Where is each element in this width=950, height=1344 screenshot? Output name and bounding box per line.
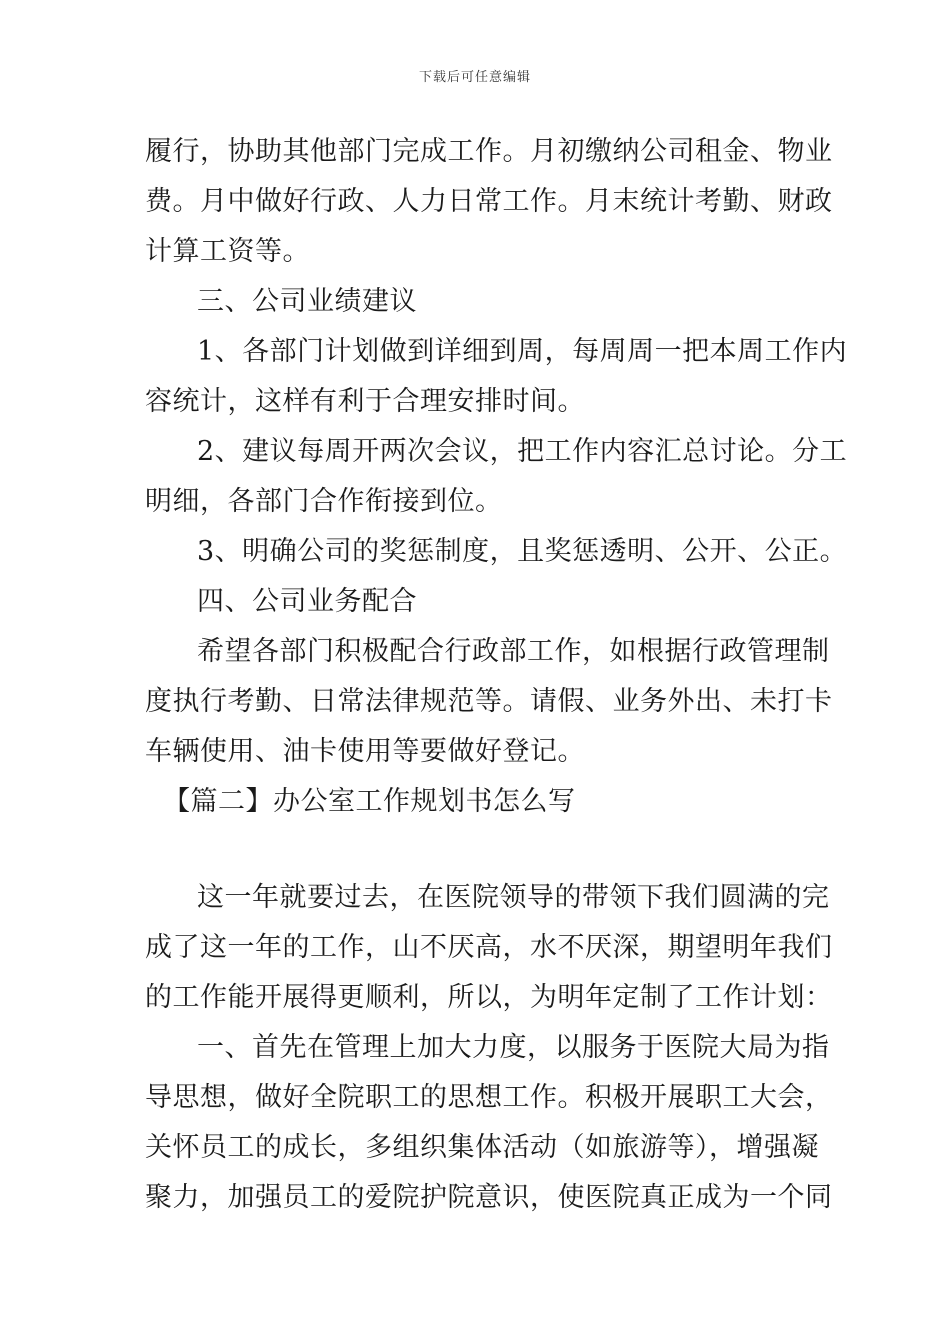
paragraph-line: 一、首先在管理上加大力度，以服务于医院大局为指 — [197, 1032, 830, 1063]
paragraph-line: 成了这一年的工作，山不厌高，水不厌深，期望明年我们 — [145, 932, 833, 963]
paragraph-line: 费。月中做好行政、人力日常工作。月末统计考勤、财政 — [145, 186, 833, 217]
paragraph-line: 这一年就要过去，在医院领导的带领下我们圆满的完 — [197, 882, 830, 913]
article-title: 【篇二】办公室工作规划书怎么写 — [163, 786, 576, 817]
document-body — [145, 127, 848, 1223]
paragraph-line: 度执行考勤、日常法律规范等。请假、业务外出、未打卡 — [145, 686, 833, 717]
paragraph-line: 履行，协助其他部门完成工作。月初缴纳公司租金、物业 — [145, 136, 833, 167]
paragraph-line: 2、建议每周开两次会议，把工作内容汇总讨论。分工 — [197, 436, 848, 467]
paragraph-line: 的工作能开展得更顺利，所以，为明年定制了工作计划： — [145, 982, 833, 1013]
section-heading: 四、公司业务配合 — [197, 586, 417, 617]
paragraph-line: 容统计，这样有利于合理安排时间。 — [145, 386, 585, 417]
paragraph-line: 导思想，做好全院职工的思想工作。积极开展职工大会， — [145, 1082, 833, 1113]
paragraph-line: 明细，各部门合作衔接到位。 — [145, 486, 503, 517]
paragraph-line: 希望各部门积极配合行政部工作，如根据行政管理制 — [197, 636, 830, 667]
paragraph-line: 1、各部门计划做到详细到周，每周周一把本周工作内 — [197, 336, 848, 367]
blank-gap — [145, 827, 810, 873]
paragraph-line: 计算工资等。 — [145, 236, 310, 267]
page-header-note: 下载后可任意编辑 — [418, 70, 531, 85]
paragraph-line: 关怀员工的成长，多组织集体活动（如旅游等），增强凝 — [145, 1132, 819, 1163]
paragraph-line: 聚力，加强员工的爱院护院意识，使医院真正成为一个同 — [145, 1182, 833, 1213]
paragraph-line: 车辆使用、油卡使用等要做好登记。 — [145, 736, 585, 767]
paragraph-line: 3、明确公司的奖惩制度，且奖惩透明、公开、公正。 — [197, 536, 848, 567]
section-heading: 三、公司业绩建议 — [197, 286, 417, 317]
